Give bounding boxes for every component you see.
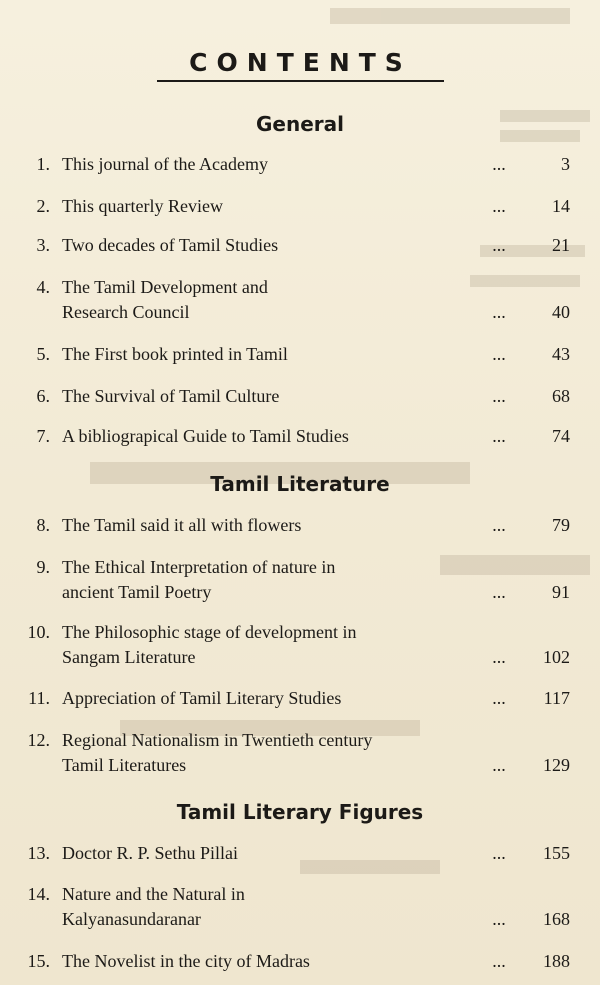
entry-page-number: 129 xyxy=(543,755,570,775)
entry-number: 3. xyxy=(36,235,50,255)
leader-dots: ... xyxy=(492,344,506,364)
entry-page-number: 40 xyxy=(552,302,570,322)
entry-page-number: 155 xyxy=(543,843,570,863)
entry-title: Regional Nationalism in Twentieth century xyxy=(62,730,373,750)
leader-dots: ... xyxy=(492,582,506,602)
entry-title-line2: Sangam Literature xyxy=(62,647,196,667)
entry-title: The Novelist in the city of Madras xyxy=(62,951,310,971)
entry-number: 1. xyxy=(36,154,50,174)
entry-number: 4. xyxy=(36,277,50,297)
leader-dots: ... xyxy=(492,951,506,971)
entry-title: The Tamil Development and xyxy=(62,277,268,297)
entry-page-number: 91 xyxy=(552,582,570,602)
entry-title: The Ethical Interpretation of nature in xyxy=(62,557,336,577)
leader-dots: ... xyxy=(492,302,506,322)
leader-dots: ... xyxy=(492,755,506,775)
section-heading-tamil-literature: Tamil Literature xyxy=(210,472,390,496)
entry-title: Doctor R. P. Sethu Pillai xyxy=(62,843,239,863)
entry-number: 9. xyxy=(36,557,50,577)
entry-title: This journal of the Academy xyxy=(62,154,268,174)
entry-number: 12. xyxy=(27,730,50,750)
leader-dots: ... xyxy=(492,386,506,406)
entry-page-number: 21 xyxy=(552,235,570,255)
entry-number: 15. xyxy=(27,951,50,971)
entry-number: 11. xyxy=(28,688,50,708)
leader-dots: ... xyxy=(492,843,506,863)
entry-page-number: 168 xyxy=(543,909,570,929)
entry-title-line2: Kalyanasundaranar xyxy=(62,909,201,929)
entry-title: The Philosophic stage of development in xyxy=(62,622,357,642)
entry-page-number: 102 xyxy=(543,647,570,667)
entry-title: The First book printed in Tamil xyxy=(62,344,288,364)
entry-page-number: 74 xyxy=(552,426,570,446)
entry-number: 14. xyxy=(27,884,50,904)
entry-page-number: 3 xyxy=(561,154,570,174)
entry-number: 6. xyxy=(36,386,50,406)
leader-dots: ... xyxy=(492,909,506,929)
entry-page-number: 188 xyxy=(543,951,570,971)
entry-number: 7. xyxy=(36,426,50,446)
entry-title: Appreciation of Tamil Literary Studies xyxy=(62,688,342,708)
entry-title: A bibliograpical Guide to Tamil Studies xyxy=(62,426,349,446)
entry-title: This quarterly Review xyxy=(62,196,223,216)
entry-title: The Tamil said it all with flowers xyxy=(62,515,302,535)
entry-page-number: 79 xyxy=(552,515,570,535)
entry-title-line2: Tamil Literatures xyxy=(62,755,187,775)
entry-title-line2: Research Council xyxy=(62,302,190,322)
entry-page-number: 117 xyxy=(543,688,570,708)
leader-dots: ... xyxy=(492,154,506,174)
entry-title: Two decades of Tamil Studies xyxy=(62,235,279,255)
page-title: CONTENTS xyxy=(157,48,444,82)
entry-page-number: 68 xyxy=(552,386,570,406)
section-heading-general: General xyxy=(256,112,344,136)
entry-title: The Survival of Tamil Culture xyxy=(62,386,280,406)
entry-number: 8. xyxy=(36,515,50,535)
leader-dots: ... xyxy=(492,647,506,667)
leader-dots: ... xyxy=(492,235,506,255)
entry-number: 10. xyxy=(27,622,50,642)
entry-page-number: 43 xyxy=(552,344,570,364)
entry-number: 2. xyxy=(36,196,50,216)
leader-dots: ... xyxy=(492,688,506,708)
entry-number: 5. xyxy=(36,344,50,364)
entry-title: Nature and the Natural in xyxy=(62,884,245,904)
leader-dots: ... xyxy=(492,426,506,446)
entry-title-line2: ancient Tamil Poetry xyxy=(62,582,212,602)
section-heading-tamil-literary-figures: Tamil Literary Figures xyxy=(176,800,424,824)
leader-dots: ... xyxy=(492,196,506,216)
leader-dots: ... xyxy=(492,515,506,535)
entry-number: 13. xyxy=(27,843,50,863)
entry-page-number: 14 xyxy=(552,196,570,216)
